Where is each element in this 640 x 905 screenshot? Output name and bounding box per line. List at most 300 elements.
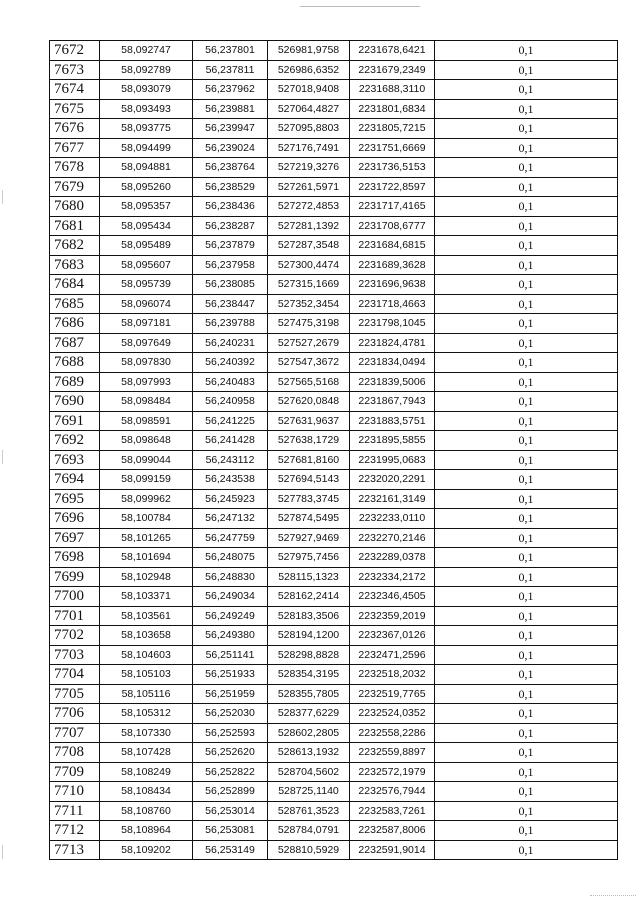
point-number-cell: 7683 [50, 255, 100, 275]
table-row [50, 821, 618, 841]
latitude-cell: 58,095357 [100, 197, 193, 217]
table-row [50, 275, 618, 295]
longitude-cell: 56,240231 [193, 333, 268, 353]
latitude-cell: 58,092747 [100, 41, 193, 61]
point-number-cell: 7676 [50, 119, 100, 139]
accuracy-cell: 0,1 [435, 684, 618, 704]
table-row [50, 684, 618, 704]
longitude-cell: 56,237811 [193, 60, 268, 80]
coord-x-cell: 528298,8828 [268, 645, 350, 665]
point-number-cell: 7697 [50, 528, 100, 548]
table-row [50, 489, 618, 509]
point-number-cell: 7686 [50, 314, 100, 334]
coord-y-cell: 2232346,4505 [350, 587, 435, 607]
accuracy-cell: 0,1 [435, 275, 618, 295]
coord-y-cell: 2232367,0126 [350, 626, 435, 646]
coord-x-cell: 528355,7805 [268, 684, 350, 704]
latitude-cell: 58,099044 [100, 450, 193, 470]
table-row [50, 392, 618, 412]
table-row [50, 158, 618, 178]
accuracy-cell: 0,1 [435, 158, 618, 178]
latitude-cell: 58,103371 [100, 587, 193, 607]
longitude-cell: 56,245923 [193, 489, 268, 509]
accuracy-cell: 0,1 [435, 645, 618, 665]
table-row [50, 801, 618, 821]
latitude-cell: 58,093493 [100, 99, 193, 119]
point-number-cell: 7687 [50, 333, 100, 353]
longitude-cell: 56,252620 [193, 743, 268, 763]
point-number-cell: 7682 [50, 236, 100, 256]
table-row [50, 333, 618, 353]
coord-x-cell: 528162,2414 [268, 587, 350, 607]
longitude-cell: 56,239881 [193, 99, 268, 119]
accuracy-cell: 0,1 [435, 119, 618, 139]
latitude-cell: 58,096074 [100, 294, 193, 314]
point-number-cell: 7699 [50, 567, 100, 587]
coord-y-cell: 2231736,5153 [350, 158, 435, 178]
point-number-cell: 7681 [50, 216, 100, 236]
accuracy-cell: 0,1 [435, 333, 618, 353]
coord-y-cell: 2231688,3110 [350, 80, 435, 100]
accuracy-cell: 0,1 [435, 255, 618, 275]
coord-x-cell: 527638,1729 [268, 431, 350, 451]
point-number-cell: 7684 [50, 275, 100, 295]
accuracy-cell: 0,1 [435, 99, 618, 119]
coord-y-cell: 2231678,6421 [350, 41, 435, 61]
longitude-cell: 56,253081 [193, 821, 268, 841]
point-number-cell: 7707 [50, 723, 100, 743]
accuracy-cell: 0,1 [435, 372, 618, 392]
point-number-cell: 7706 [50, 704, 100, 724]
table-row [50, 665, 618, 685]
point-number-cell: 7674 [50, 80, 100, 100]
longitude-cell: 56,238287 [193, 216, 268, 236]
latitude-cell: 58,095739 [100, 275, 193, 295]
coord-y-cell: 2232359,2019 [350, 606, 435, 626]
coord-y-cell: 2232334,2172 [350, 567, 435, 587]
coord-x-cell: 527527,2679 [268, 333, 350, 353]
table-row [50, 840, 618, 860]
coord-x-cell: 527975,7456 [268, 548, 350, 568]
table-row [50, 216, 618, 236]
coord-y-cell: 2232559,8897 [350, 743, 435, 763]
point-number-cell: 7708 [50, 743, 100, 763]
scan-artifact-line [300, 6, 420, 7]
table-row [50, 626, 618, 646]
coord-y-cell: 2231751,6669 [350, 138, 435, 158]
coord-x-cell: 527475,3198 [268, 314, 350, 334]
coord-y-cell: 2231834,0494 [350, 353, 435, 373]
longitude-cell: 56,249034 [193, 587, 268, 607]
coord-x-cell: 527783,3745 [268, 489, 350, 509]
table-row [50, 294, 618, 314]
latitude-cell: 58,097830 [100, 353, 193, 373]
longitude-cell: 56,241428 [193, 431, 268, 451]
point-number-cell: 7701 [50, 606, 100, 626]
latitude-cell: 58,095260 [100, 177, 193, 197]
point-number-cell: 7677 [50, 138, 100, 158]
longitude-cell: 56,247759 [193, 528, 268, 548]
longitude-cell: 56,243112 [193, 450, 268, 470]
coord-x-cell: 527272,4853 [268, 197, 350, 217]
coord-x-cell: 528613,1932 [268, 743, 350, 763]
coordinates-table-body [50, 41, 618, 860]
accuracy-cell: 0,1 [435, 177, 618, 197]
point-number-cell: 7704 [50, 665, 100, 685]
coord-x-cell: 527176,7491 [268, 138, 350, 158]
coord-x-cell: 528115,1323 [268, 567, 350, 587]
latitude-cell: 58,100784 [100, 509, 193, 529]
coord-x-cell: 528810,5929 [268, 840, 350, 860]
latitude-cell: 58,094881 [100, 158, 193, 178]
coord-y-cell: 2231717,4165 [350, 197, 435, 217]
scan-edge-mark [2, 190, 3, 204]
accuracy-cell: 0,1 [435, 801, 618, 821]
coord-x-cell: 526986,6352 [268, 60, 350, 80]
table-row [50, 138, 618, 158]
coord-y-cell: 2232576,7944 [350, 782, 435, 802]
coord-x-cell: 528377,6229 [268, 704, 350, 724]
coord-y-cell: 2231839,5006 [350, 372, 435, 392]
coord-x-cell: 527018,9408 [268, 80, 350, 100]
latitude-cell: 58,108964 [100, 821, 193, 841]
table-row [50, 587, 618, 607]
table-row [50, 528, 618, 548]
coord-x-cell: 527631,9637 [268, 411, 350, 431]
coord-x-cell: 528704,5602 [268, 762, 350, 782]
longitude-cell: 56,238764 [193, 158, 268, 178]
coord-y-cell: 2232524,0352 [350, 704, 435, 724]
accuracy-cell: 0,1 [435, 821, 618, 841]
table-row [50, 606, 618, 626]
accuracy-cell: 0,1 [435, 509, 618, 529]
coord-y-cell: 2232289,0378 [350, 548, 435, 568]
point-number-cell: 7712 [50, 821, 100, 841]
latitude-cell: 58,095607 [100, 255, 193, 275]
point-number-cell: 7692 [50, 431, 100, 451]
latitude-cell: 58,092789 [100, 60, 193, 80]
latitude-cell: 58,108760 [100, 801, 193, 821]
coord-y-cell: 2231718,4663 [350, 294, 435, 314]
accuracy-cell: 0,1 [435, 41, 618, 61]
point-number-cell: 7694 [50, 470, 100, 490]
longitude-cell: 56,237962 [193, 80, 268, 100]
latitude-cell: 58,095489 [100, 236, 193, 256]
accuracy-cell: 0,1 [435, 567, 618, 587]
coord-x-cell: 527219,3276 [268, 158, 350, 178]
coord-x-cell: 527064,4827 [268, 99, 350, 119]
coord-y-cell: 2231824,4781 [350, 333, 435, 353]
coord-y-cell: 2232471,2596 [350, 645, 435, 665]
latitude-cell: 58,093775 [100, 119, 193, 139]
coord-y-cell: 2232591,9014 [350, 840, 435, 860]
point-number-cell: 7711 [50, 801, 100, 821]
point-number-cell: 7710 [50, 782, 100, 802]
latitude-cell: 58,097993 [100, 372, 193, 392]
scan-edge-mark [2, 845, 3, 859]
latitude-cell: 58,099962 [100, 489, 193, 509]
accuracy-cell: 0,1 [435, 236, 618, 256]
table-row [50, 411, 618, 431]
table-row [50, 431, 618, 451]
accuracy-cell: 0,1 [435, 704, 618, 724]
point-number-cell: 7673 [50, 60, 100, 80]
coord-x-cell: 527565,5168 [268, 372, 350, 392]
accuracy-cell: 0,1 [435, 80, 618, 100]
coord-y-cell: 2232518,2032 [350, 665, 435, 685]
coord-x-cell: 527927,9469 [268, 528, 350, 548]
point-number-cell: 7680 [50, 197, 100, 217]
table-row [50, 743, 618, 763]
accuracy-cell: 0,1 [435, 314, 618, 334]
table-row [50, 567, 618, 587]
latitude-cell: 58,097181 [100, 314, 193, 334]
coord-y-cell: 2231679,2349 [350, 60, 435, 80]
coord-x-cell: 528194,1200 [268, 626, 350, 646]
latitude-cell: 58,105116 [100, 684, 193, 704]
coord-y-cell: 2231684,6815 [350, 236, 435, 256]
point-number-cell: 7679 [50, 177, 100, 197]
coord-x-cell: 527095,8803 [268, 119, 350, 139]
table-row [50, 762, 618, 782]
accuracy-cell: 0,1 [435, 216, 618, 236]
accuracy-cell: 0,1 [435, 470, 618, 490]
accuracy-cell: 0,1 [435, 606, 618, 626]
longitude-cell: 56,240958 [193, 392, 268, 412]
coord-y-cell: 2231867,7943 [350, 392, 435, 412]
latitude-cell: 58,099159 [100, 470, 193, 490]
coord-y-cell: 2232558,2286 [350, 723, 435, 743]
point-number-cell: 7698 [50, 548, 100, 568]
accuracy-cell: 0,1 [435, 411, 618, 431]
longitude-cell: 56,238529 [193, 177, 268, 197]
scan-edge-mark [2, 450, 3, 464]
longitude-cell: 56,251959 [193, 684, 268, 704]
point-number-cell: 7696 [50, 509, 100, 529]
accuracy-cell: 0,1 [435, 665, 618, 685]
coord-y-cell: 2231805,7215 [350, 119, 435, 139]
latitude-cell: 58,108434 [100, 782, 193, 802]
longitude-cell: 56,253149 [193, 840, 268, 860]
longitude-cell: 56,239788 [193, 314, 268, 334]
table-row [50, 99, 618, 119]
accuracy-cell: 0,1 [435, 840, 618, 860]
latitude-cell: 58,101265 [100, 528, 193, 548]
point-number-cell: 7688 [50, 353, 100, 373]
longitude-cell: 56,241225 [193, 411, 268, 431]
longitude-cell: 56,237879 [193, 236, 268, 256]
latitude-cell: 58,104603 [100, 645, 193, 665]
accuracy-cell: 0,1 [435, 762, 618, 782]
accuracy-cell: 0,1 [435, 392, 618, 412]
longitude-cell: 56,252593 [193, 723, 268, 743]
coord-y-cell: 2232587,8006 [350, 821, 435, 841]
point-number-cell: 7709 [50, 762, 100, 782]
table-row [50, 509, 618, 529]
coord-y-cell: 2232270,2146 [350, 528, 435, 548]
latitude-cell: 58,098591 [100, 411, 193, 431]
latitude-cell: 58,108249 [100, 762, 193, 782]
longitude-cell: 56,253014 [193, 801, 268, 821]
accuracy-cell: 0,1 [435, 489, 618, 509]
coord-y-cell: 2231722,8597 [350, 177, 435, 197]
point-number-cell: 7695 [50, 489, 100, 509]
latitude-cell: 58,105312 [100, 704, 193, 724]
coordinates-table [49, 40, 618, 860]
coord-x-cell: 527681,8160 [268, 450, 350, 470]
point-number-cell: 7675 [50, 99, 100, 119]
accuracy-cell: 0,1 [435, 431, 618, 451]
latitude-cell: 58,107428 [100, 743, 193, 763]
coord-y-cell: 2231689,3628 [350, 255, 435, 275]
accuracy-cell: 0,1 [435, 60, 618, 80]
coord-y-cell: 2231708,6777 [350, 216, 435, 236]
point-number-cell: 7703 [50, 645, 100, 665]
longitude-cell: 56,237801 [193, 41, 268, 61]
longitude-cell: 56,238436 [193, 197, 268, 217]
table-row [50, 645, 618, 665]
point-number-cell: 7672 [50, 41, 100, 61]
latitude-cell: 58,098484 [100, 392, 193, 412]
accuracy-cell: 0,1 [435, 197, 618, 217]
table-row [50, 372, 618, 392]
table-row [50, 177, 618, 197]
coord-x-cell: 527620,0848 [268, 392, 350, 412]
longitude-cell: 56,251141 [193, 645, 268, 665]
table-row [50, 723, 618, 743]
table-row [50, 353, 618, 373]
latitude-cell: 58,103561 [100, 606, 193, 626]
coord-y-cell: 2231995,0683 [350, 450, 435, 470]
longitude-cell: 56,243538 [193, 470, 268, 490]
longitude-cell: 56,252822 [193, 762, 268, 782]
table-row [50, 80, 618, 100]
latitude-cell: 58,094499 [100, 138, 193, 158]
longitude-cell: 56,237958 [193, 255, 268, 275]
longitude-cell: 56,247132 [193, 509, 268, 529]
coord-y-cell: 2232572,1979 [350, 762, 435, 782]
accuracy-cell: 0,1 [435, 353, 618, 373]
table-row [50, 548, 618, 568]
latitude-cell: 58,095434 [100, 216, 193, 236]
accuracy-cell: 0,1 [435, 138, 618, 158]
table-row [50, 60, 618, 80]
point-number-cell: 7705 [50, 684, 100, 704]
coord-x-cell: 528725,1140 [268, 782, 350, 802]
coord-x-cell: 528183,3506 [268, 606, 350, 626]
point-number-cell: 7690 [50, 392, 100, 412]
coord-y-cell: 2231895,5855 [350, 431, 435, 451]
latitude-cell: 58,107330 [100, 723, 193, 743]
accuracy-cell: 0,1 [435, 587, 618, 607]
longitude-cell: 56,238085 [193, 275, 268, 295]
latitude-cell: 58,109202 [100, 840, 193, 860]
coord-x-cell: 527352,3454 [268, 294, 350, 314]
coord-y-cell: 2231696,9638 [350, 275, 435, 295]
latitude-cell: 58,101694 [100, 548, 193, 568]
point-number-cell: 7702 [50, 626, 100, 646]
longitude-cell: 56,249249 [193, 606, 268, 626]
point-number-cell: 7700 [50, 587, 100, 607]
latitude-cell: 58,093079 [100, 80, 193, 100]
point-number-cell: 7689 [50, 372, 100, 392]
point-number-cell: 7691 [50, 411, 100, 431]
coord-y-cell: 2231883,5751 [350, 411, 435, 431]
point-number-cell: 7685 [50, 294, 100, 314]
coord-y-cell: 2232583,7261 [350, 801, 435, 821]
coord-y-cell: 2231801,6834 [350, 99, 435, 119]
point-number-cell: 7678 [50, 158, 100, 178]
longitude-cell: 56,239024 [193, 138, 268, 158]
table-row [50, 119, 618, 139]
longitude-cell: 56,248830 [193, 567, 268, 587]
coord-y-cell: 2232020,2291 [350, 470, 435, 490]
table-row [50, 236, 618, 256]
coord-x-cell: 527287,3548 [268, 236, 350, 256]
coord-x-cell: 528354,3195 [268, 665, 350, 685]
longitude-cell: 56,251933 [193, 665, 268, 685]
table-row [50, 782, 618, 802]
accuracy-cell: 0,1 [435, 723, 618, 743]
longitude-cell: 56,239947 [193, 119, 268, 139]
accuracy-cell: 0,1 [435, 743, 618, 763]
table-row [50, 470, 618, 490]
coord-x-cell: 526981,9758 [268, 41, 350, 61]
coord-y-cell: 2231798,1045 [350, 314, 435, 334]
accuracy-cell: 0,1 [435, 294, 618, 314]
accuracy-cell: 0,1 [435, 450, 618, 470]
coord-x-cell: 528602,2805 [268, 723, 350, 743]
longitude-cell: 56,240392 [193, 353, 268, 373]
table-row [50, 450, 618, 470]
longitude-cell: 56,238447 [193, 294, 268, 314]
coord-x-cell: 527315,1669 [268, 275, 350, 295]
scan-artifact-dots [590, 895, 636, 896]
latitude-cell: 58,105103 [100, 665, 193, 685]
table-row [50, 197, 618, 217]
longitude-cell: 56,240483 [193, 372, 268, 392]
coord-x-cell: 527300,4474 [268, 255, 350, 275]
point-number-cell: 7713 [50, 840, 100, 860]
latitude-cell: 58,097649 [100, 333, 193, 353]
coord-x-cell: 528784,0791 [268, 821, 350, 841]
table-row [50, 255, 618, 275]
coord-x-cell: 528761,3523 [268, 801, 350, 821]
coord-y-cell: 2232233,0110 [350, 509, 435, 529]
coord-x-cell: 527261,5971 [268, 177, 350, 197]
coord-y-cell: 2232519,7765 [350, 684, 435, 704]
accuracy-cell: 0,1 [435, 626, 618, 646]
latitude-cell: 58,098648 [100, 431, 193, 451]
latitude-cell: 58,102948 [100, 567, 193, 587]
accuracy-cell: 0,1 [435, 548, 618, 568]
latitude-cell: 58,103658 [100, 626, 193, 646]
longitude-cell: 56,248075 [193, 548, 268, 568]
coord-y-cell: 2232161,3149 [350, 489, 435, 509]
coord-x-cell: 527281,1392 [268, 216, 350, 236]
table-row [50, 41, 618, 61]
coord-x-cell: 527547,3672 [268, 353, 350, 373]
coord-x-cell: 527874,5495 [268, 509, 350, 529]
coord-x-cell: 527694,5143 [268, 470, 350, 490]
table-row [50, 314, 618, 334]
longitude-cell: 56,252899 [193, 782, 268, 802]
longitude-cell: 56,249380 [193, 626, 268, 646]
accuracy-cell: 0,1 [435, 528, 618, 548]
point-number-cell: 7693 [50, 450, 100, 470]
accuracy-cell: 0,1 [435, 782, 618, 802]
table-row [50, 704, 618, 724]
